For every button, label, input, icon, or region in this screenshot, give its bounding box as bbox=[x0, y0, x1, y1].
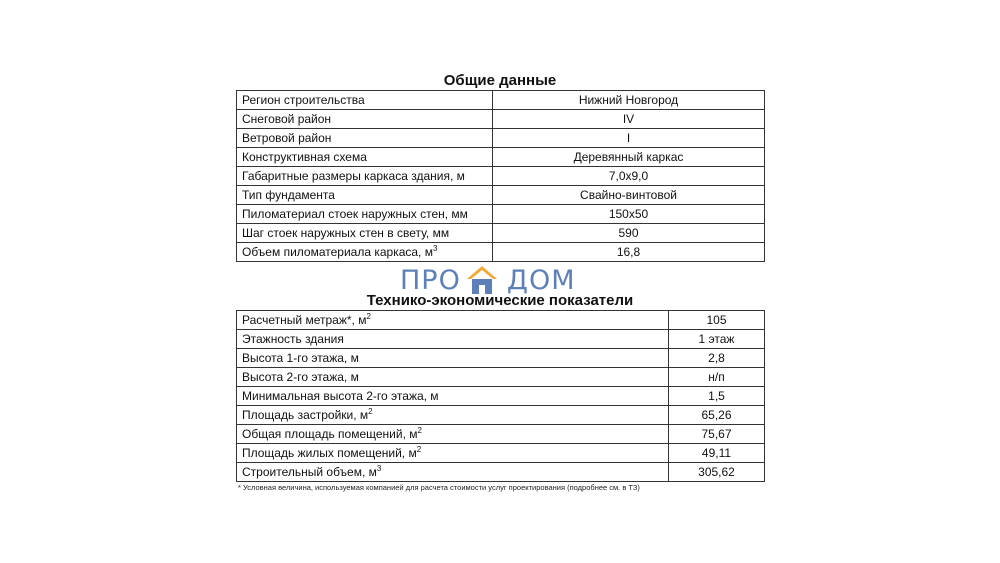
row-label: Тип фундамента bbox=[237, 186, 493, 205]
row-value: 7,0х9,0 bbox=[493, 167, 765, 186]
row-value: 75,67 bbox=[669, 425, 765, 444]
row-value: Нижний Новгород bbox=[493, 91, 765, 110]
row-value: 2,8 bbox=[669, 349, 765, 368]
general-data-title: Общие данные bbox=[443, 72, 557, 89]
tech-economic-title: Технико-экономические показатели bbox=[366, 292, 634, 309]
table-row bbox=[237, 444, 765, 463]
unit-superscript: 2 bbox=[366, 312, 371, 321]
row-label: Снеговой район bbox=[237, 110, 493, 129]
row-value: Деревянный каркас bbox=[493, 148, 765, 167]
row-value: Свайно-винтовой bbox=[493, 186, 765, 205]
row-label: Объем пиломатериала каркаса, $м^3$ bbox=[237, 243, 493, 262]
table-row bbox=[237, 406, 765, 425]
table-row bbox=[237, 148, 765, 167]
table-row bbox=[237, 91, 765, 110]
table-row bbox=[237, 243, 765, 262]
row-value: н/п bbox=[669, 368, 765, 387]
table-row bbox=[237, 129, 765, 148]
row-label: Регион строительства bbox=[237, 91, 493, 110]
row-value: 105 bbox=[669, 311, 765, 330]
row-label: Высота 1-го этажа, м bbox=[237, 349, 669, 368]
row-value: 590 bbox=[493, 224, 765, 243]
row-label: Площадь жилых помещений, $м^2$ bbox=[237, 444, 669, 463]
row-value: 16,8 bbox=[493, 243, 765, 262]
unit-superscript: 3 bbox=[432, 244, 438, 253]
table-row bbox=[237, 205, 765, 224]
table-row bbox=[237, 368, 765, 387]
unit-superscript: 3 bbox=[376, 464, 382, 473]
table-row bbox=[237, 167, 765, 186]
row-label: Пиломатериал стоек наружных стен, мм bbox=[237, 205, 493, 224]
row-value: 65,26 bbox=[669, 406, 765, 425]
row-label: Расчетный метраж*, $м^2$ bbox=[237, 311, 669, 330]
row-label: Минимальная высота 2-го этажа, м bbox=[237, 387, 669, 406]
tech-economic-table bbox=[236, 310, 765, 482]
row-label: Строительный объем, $м^3$ bbox=[237, 463, 669, 482]
row-label: Этажность здания bbox=[237, 330, 669, 349]
row-value: 305,62 bbox=[669, 463, 765, 482]
row-label: Общая площадь помещений, $м^2$ bbox=[237, 425, 669, 444]
unit-superscript: 2 bbox=[417, 426, 422, 435]
table-row bbox=[237, 330, 765, 349]
footnote: * Условная величина, используемая компанией для расчета стоимости услуг проектирования (подробнее см. в ТЗ) bbox=[238, 483, 640, 492]
table-row bbox=[237, 224, 765, 243]
row-value: 1,5 bbox=[669, 387, 765, 406]
table-row bbox=[237, 349, 765, 368]
table-row bbox=[237, 186, 765, 205]
table-row bbox=[237, 463, 765, 482]
row-label: Высота 2-го этажа, м bbox=[237, 368, 669, 387]
row-value: 1 этаж bbox=[669, 330, 765, 349]
row-label: Габаритные размеры каркаса здания, м bbox=[237, 167, 493, 186]
unit-superscript: 2 bbox=[416, 445, 422, 454]
logo-word-pro: ПРО bbox=[400, 264, 461, 296]
row-label: Площадь застройки, $м^2$ bbox=[237, 406, 669, 425]
row-value: I bbox=[493, 129, 765, 148]
row-value: IV bbox=[493, 110, 765, 129]
row-value: 150х50 bbox=[493, 205, 765, 224]
unit-superscript: 2 bbox=[368, 407, 373, 416]
logo-word-dom: ДОМ bbox=[506, 264, 576, 296]
table-row bbox=[237, 110, 765, 129]
table-row bbox=[237, 387, 765, 406]
row-label: Ветровой район bbox=[237, 129, 493, 148]
table-row bbox=[237, 311, 765, 330]
general-data-table bbox=[236, 90, 765, 262]
row-label: Конструктивная схема bbox=[237, 148, 493, 167]
table-row bbox=[237, 425, 765, 444]
row-value: 49,11 bbox=[669, 444, 765, 463]
row-label: Шаг стоек наружных стен в свету, мм bbox=[237, 224, 493, 243]
